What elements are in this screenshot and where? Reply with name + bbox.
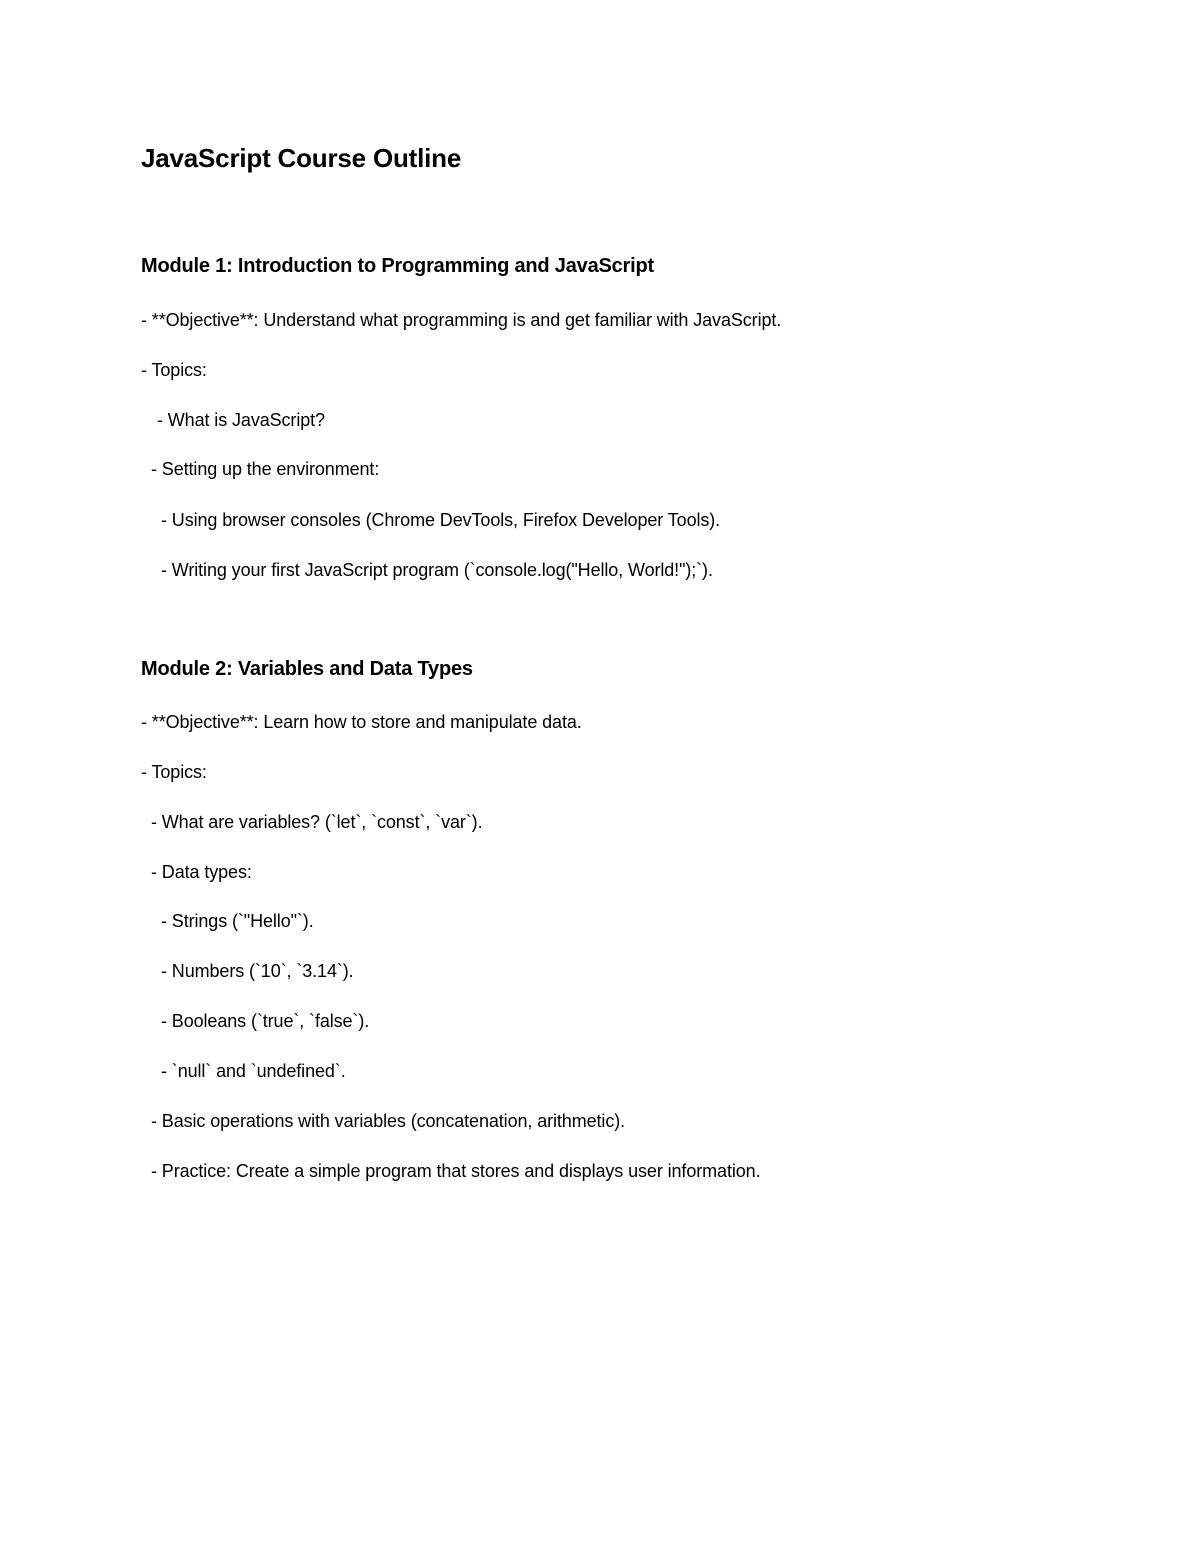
module-2-topic-item: - Practice: Create a simple program that stores and displays user information. <box>151 1161 761 1181</box>
module-1-heading: Module 1: Introduction to Programming and JavaScript <box>141 255 654 277</box>
module-2-topic-item: - Data types: <box>151 862 252 882</box>
module-2-topic-item: - What are variables? (`let`, `const`, `var`). <box>151 812 483 832</box>
module-2-subtopic-item: - Strings (`"Hello"`). <box>161 911 314 931</box>
document-title: JavaScript Course Outline <box>141 143 462 173</box>
module-2-subtopic-item: - Numbers (`10`, `3.14`). <box>161 961 354 981</box>
module-2-subtopic-item: - `null` and `undefined`. <box>161 1061 346 1081</box>
module-2-subtopic-item: - Booleans (`true`, `false`). <box>161 1011 370 1031</box>
module-1-topics-label: - Topics: <box>141 360 207 380</box>
module-1-objective: - **Objective**: Understand what programming is and get familiar with JavaScript. <box>141 310 782 330</box>
module-1-topic-item: - What is JavaScript? <box>157 410 325 430</box>
module-2-objective: - **Objective**: Learn how to store and manipulate data. <box>141 712 582 732</box>
module-2-topics-label: - Topics: <box>141 762 207 782</box>
module-2-topic-item: - Basic operations with variables (concatenation, arithmetic). <box>151 1111 626 1131</box>
module-2-heading: Module 2: Variables and Data Types <box>141 658 473 680</box>
module-1-topic-item: - Setting up the environment: <box>151 459 380 479</box>
module-1-subtopic-item: - Writing your first JavaScript program (`console.log("Hello, World!");`). <box>161 560 713 580</box>
module-1-subtopic-item: - Using browser consoles (Chrome DevTools, Firefox Developer Tools). <box>161 510 721 530</box>
